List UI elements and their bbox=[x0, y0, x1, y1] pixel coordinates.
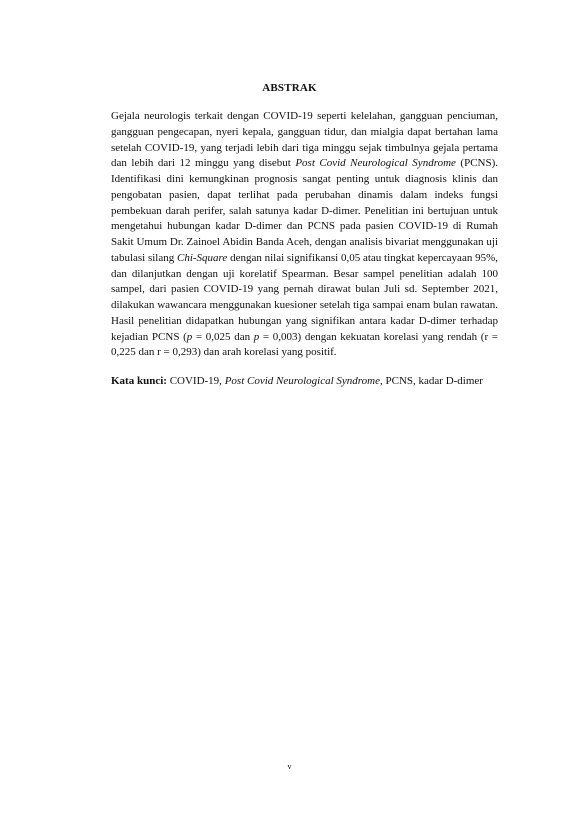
abstract-title: ABSTRAK bbox=[262, 82, 317, 94]
abstract-text-3: dengan nilai signifikansi 0,05 atau tingkat kepercayaan 95%, dan dilanjutkan dengan uji korelatif Spearman. Besar sampel penelitian adalah 100 sampel, dari pasien COVID-19 yang pernah dirawat bulan Juli sd. September 2021, dilakukan wawancara menggunakan kuesioner setelah tiga sampai enam bulan rawatan. Hasil penelitian didapatkan hubungan yang signifikan antara kadar D-dimer terhadap kejadian PCNS ( bbox=[111, 251, 498, 343]
page-number: v bbox=[287, 762, 292, 771]
keywords-label: Kata kunci: bbox=[111, 375, 167, 387]
abstract-paragraph bbox=[111, 109, 498, 361]
abstract-text-1: Gejala neurologis terkait dengan COVID-19 seperti kelelahan, gangguan penciuman, gangguan pengecapan, nyeri kepala, gangguan tidur, dan mialgia dapat bertahan lama setelah COVID-19, yang terjadi lebih dari tiga minggu sejak timbulnya gejala pertama dan lebih dari 12 minggu yang disebut bbox=[111, 110, 498, 170]
abstract-text-2: (PCNS). Identifikasi dini kemungkinan prognosis sangat penting untuk diagnosis klinis dan pengobatan pasien, dapat terlihat pada perubahan dinamis dalam indeks fungsi pembekuan darah perifer, salah satunya kadar D-dimer. Penelitian ini bertujuan untuk mengetahui hubungan kadar D-dimer dan PCNS pada pasien COVID-19 di Rumah Sakit Umum Dr. Zainoel Abidin Banda Aceh, dengan analisis bivariat menggunakan uji tabulasi silang bbox=[111, 157, 499, 264]
abstract-text-5: = 0,003) dengan kekuatan korelasi yang rendah (r = 0,225 dan r = 0,293) dan arah korelasi yang positif. bbox=[111, 330, 498, 359]
abstract-p-symbol-2: p bbox=[253, 330, 260, 343]
keywords-paragraph bbox=[111, 374, 498, 390]
keywords-text-2: , PCNS, kadar D-dimer bbox=[380, 375, 483, 387]
keywords-pcns-term: Post Covid Neurological Syndrome bbox=[224, 375, 380, 387]
abstract-pcns-term: Post Covid Neurological Syndrome bbox=[295, 157, 456, 170]
keywords-text-1: COVID-19, bbox=[166, 375, 225, 387]
abstract-chi-square-term: Chi-Square bbox=[177, 251, 228, 264]
abstract-text-4: = 0,025 dan bbox=[192, 330, 254, 343]
abstract-p-symbol-1: p bbox=[186, 330, 193, 343]
